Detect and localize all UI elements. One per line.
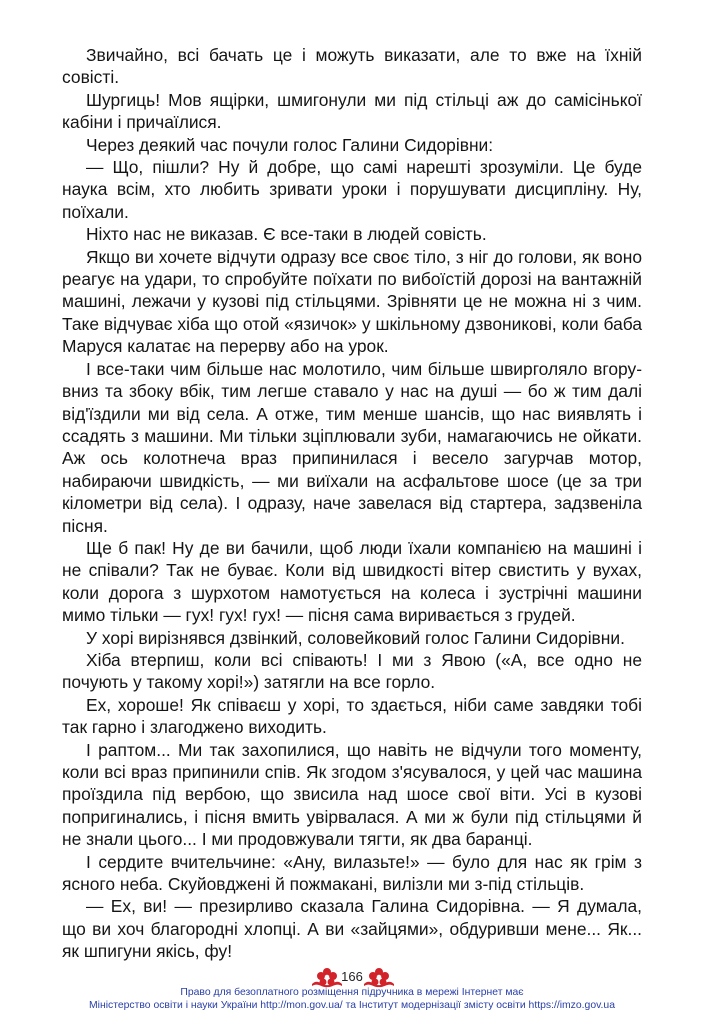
paragraph: І все-таки чим більше нас молотило, чим більше швирголяло вгору-вниз та збоку вбік, тим легше ставало у нас на душі — бо ж тим далі від'їздили ми від села. А отже, тим менше шансів, що нас виявлять і ссадять з машини. Ми тільки зціплювали зуби, намагаючись не ойкати. Аж ось колотнеча враз припинилася і весело загурчав мотор, набираючи швидкість, — ми виїхали на асфальтове шосе (це за три кілометри від села). І одразу, наче завелася від стартера, задзвеніла пісня.: [62, 358, 642, 536]
paragraph: Шургиць! Мов ящірки, шмигонули ми під стільці аж до самісінької кабіни і причаїлися.: [62, 89, 642, 133]
paragraph: Ще б пак! Ну де ви бачили, щоб люди їхали компанією на машині і не співали? Так не буває. Коли від швидкості вітер свистить у вухах, коли дорога з шурхотом намотується на колеса і зустрічні машини мимо тільки — гух! гух! гух! — пісня сама виривається з грудей.: [62, 537, 642, 626]
page-number: 166: [341, 969, 363, 984]
paragraph: Через деякий час почули голос Галини Сидорівни:: [86, 134, 494, 155]
paragraph: — Що, пішли? Ну й добре, що самі нарешті зрозуміли. Це буде наука всім, хто любить зривати уроки і порушувати дисципліну. Ну, поїхали.: [62, 157, 642, 222]
paragraph: Звичайно, всі бачать це і можуть виказати, але то вже на їхній совісті.: [62, 45, 642, 88]
license-notice-line: Право для безоплатного розміщення підручника в мережі Інтернет має: [180, 987, 524, 998]
paragraph: Ех, хороше! Як співаєш у хорі, то здається, ніби саме завдяки тобі так гарно і злагоджено виходить.: [62, 694, 642, 738]
book-page-text: [62, 44, 642, 963]
paragraph: І сердите вчительчине: «Ану, вилазьте!» — було для нас як грім з ясного неба. Скуйовджені й пожмакані, вилізли ми з-під стільців.: [62, 851, 642, 895]
paragraph: — Ех, ви! — презирливо сказала Галина Сидорівна. — Я думала, що ви хоч благородні хлопці. А ви «зайцями», обдуривши мене... Як... як шпигуни якісь, фу!: [62, 896, 642, 962]
license-notice-line: Міністерство освіти і науки України http://mon.gov.ua/ та Інститут модернізації змісту освіти https://imzo.gov.ua: [89, 1000, 615, 1011]
paragraph: І раптом... Ми так захопилися, що навіть не відчули того моменту, коли всі враз припинили спів. Як згодом з'ясувалося, у цей час машина проїздила під вербою, що звисила над шосе свої віти. Усі в кузові попригинались, і пісня вмить увірвалася. А ми ж були під стільцями й не знали цього... І ми продовжували тягти, як два баранці.: [62, 739, 642, 850]
paragraph: Хіба втерпиш, коли всі співають! І ми з Явою («А, все одно не почують у такому хорі!») затягли на все горло.: [62, 649, 642, 693]
paragraph: Якщо ви хочете відчути одразу все своє тіло, з ніг до голови, як воно реагує на удари, то спробуйте поїхати по вибоїстій дорозі на вантажній машині, лежачи у кузові під стільцями. Зрівняти це не можна ні з чим. Таке відчуває хіба що отой «язичок» у шкільному дзвоникові, коли баба Маруся калатає на перерву або на урок.: [62, 246, 642, 357]
paragraph: Ніхто нас не виказав. Є все-таки в людей совість.: [86, 224, 487, 245]
paragraph: У хорі вирізнявся дзвінкий, соловейковий голос Галини Сидорівни.: [86, 627, 625, 648]
